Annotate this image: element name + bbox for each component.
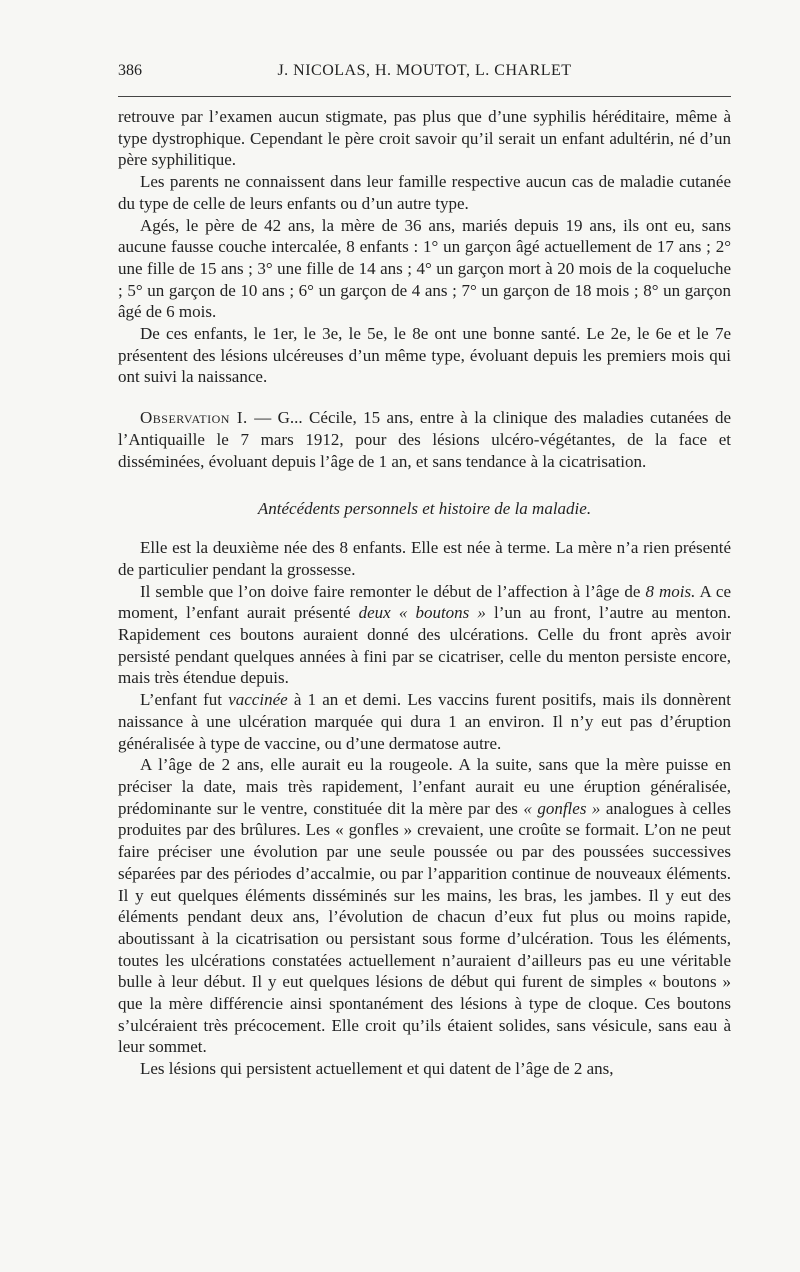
paragraph: Elle est la deuxième née des 8 enfants. Elle est née à terme. La mère n’a rien présenté de particulier pendant la grossesse. <box>118 538 731 579</box>
text-run: A ce moment, l’enfant aurait présenté <box>118 581 731 623</box>
paragraph <box>118 754 731 1058</box>
running-title: J. NICOLAS, H. MOUTOT, L. CHARLET <box>277 62 572 79</box>
paragraph: De ces enfants, le 1er, le 3e, le 5e, le 8e ont une bonne santé. Le 2e, le 6e et le 7e présentent des lésions ulcéreuses d’un même type, évoluant depuis les premiers mois qui ont suivi la naissance. <box>118 324 731 387</box>
page-body <box>118 106 731 1080</box>
paragraph: Les parents ne connaissent dans leur famille respective aucun cas de maladie cutanée du type de celle de leurs enfants ou d’un autre type. <box>118 172 731 213</box>
page-number: 386 <box>118 62 142 79</box>
text-run: à 1 an et demi. Les vaccins furent positifs, mais ils donnèrent naissance à une ulcération marquée qui dura 1 an environ. Il n’y eut pas d’éruption généralisée à type de vaccine, ou d’une dermatose autre. <box>118 690 731 753</box>
paragraph: Les lésions qui persistent actuellement et qui datent de l’âge de 2 ans, <box>140 1059 614 1079</box>
observation-text: — G... Cécile, 15 ans, entre à la clinique des maladies cutanées de l’Antiquaille le 7 mars 1912, pour des lésions ulcéro-végétantes, de la face et disséminées, évoluant depuis l’âge de 1 an, et sans tendance à la cicatrisation. <box>118 408 732 471</box>
emphasis: « gonfles » <box>523 798 601 818</box>
text-run: L’enfant fut <box>140 690 229 710</box>
paragraph <box>118 581 731 690</box>
text-run: A l’âge de 2 ans, elle aurait eu la rougeole. A la suite, sans que la mère puisse en préciser la date, mais très rapidement, l’enfant aurait eu une éruption généralisée, prédominante sur le ventre, constituée dit la mère par des <box>118 755 731 818</box>
emphasis: vaccinée <box>228 690 288 710</box>
paragraph <box>118 689 731 754</box>
text-run: Il semble que l’on doive faire remonter le début de l’affection à l’âge de <box>140 581 646 601</box>
text-run: l’un au front, l’autre au menton. Rapidement ces boutons auraient donné des ulcérations. Celle du front après avoir persisté pendant quelques années à fini par se cicatriser, celle du menton persiste encore, mais très étendue depuis. <box>118 603 731 688</box>
page-header <box>118 62 731 88</box>
observation-paragraph <box>118 407 731 472</box>
emphasis: 8 mois. <box>645 581 696 601</box>
header-rule <box>118 96 731 97</box>
text-run: analogues à celles produites par des brûlures. Les « gonfles » crevaient, une croûte se formait. L’on ne peut faire préciser une évolution par une seule poussée ou par des poussées successives séparées par des périodes d’accalmie, ou par l’apparition continue de nouveaux éléments. Il y eut quelques éléments disséminés sur les mains, les bras, les jambes. Il y eut des éléments pendant deux ans, l’évolution de chacun d’eux fut plus ou moins rapide, aboutissant à la cicatrisation ou persistant sous forme d’ulcération. Tous les éléments, toutes les ulcérations constatées actuellement n’auraient d’ailleurs pas eu une véritable bulle à leur début. Il y eut quelques lésions de début qui furent de simples « boutons » que la mère différencie ainsi spontanément des lésions à type de cloque. Ces boutons s’ulcéraient très précocement. Elle croit qu’ils étaient solides, sans vésicule, sans eau à leur sommet. <box>118 798 732 1057</box>
paragraph: Agés, le père de 42 ans, la mère de 36 ans, mariés depuis 19 ans, ils ont eu, sans aucune fausse couche intercalée, 8 enfants : 1° un garçon âgé actuellement de 17 ans ; 2° une fille de 15 ans ; 3° une fille de 14 ans ; 4° un garçon mort à 20 mois de la coqueluche ; 5° un garçon de 10 ans ; 6° un garçon de 4 ans ; 7° un garçon de 18 mois ; 8° un garçon âgé de 6 mois. <box>118 215 731 322</box>
paragraph: retrouve par l’examen aucun stigmate, pas plus que d’une syphilis héréditaire, même à type dystrophique. Cependant le père croit savoir qu’il serait un enfant adultérin, né d’un père syphilitique. <box>118 107 731 170</box>
section-heading: Antécédents personnels et histoire de la maladie. <box>257 499 592 519</box>
observation-label: Observation I. <box>140 408 248 428</box>
emphasis: deux « boutons » <box>358 603 486 623</box>
